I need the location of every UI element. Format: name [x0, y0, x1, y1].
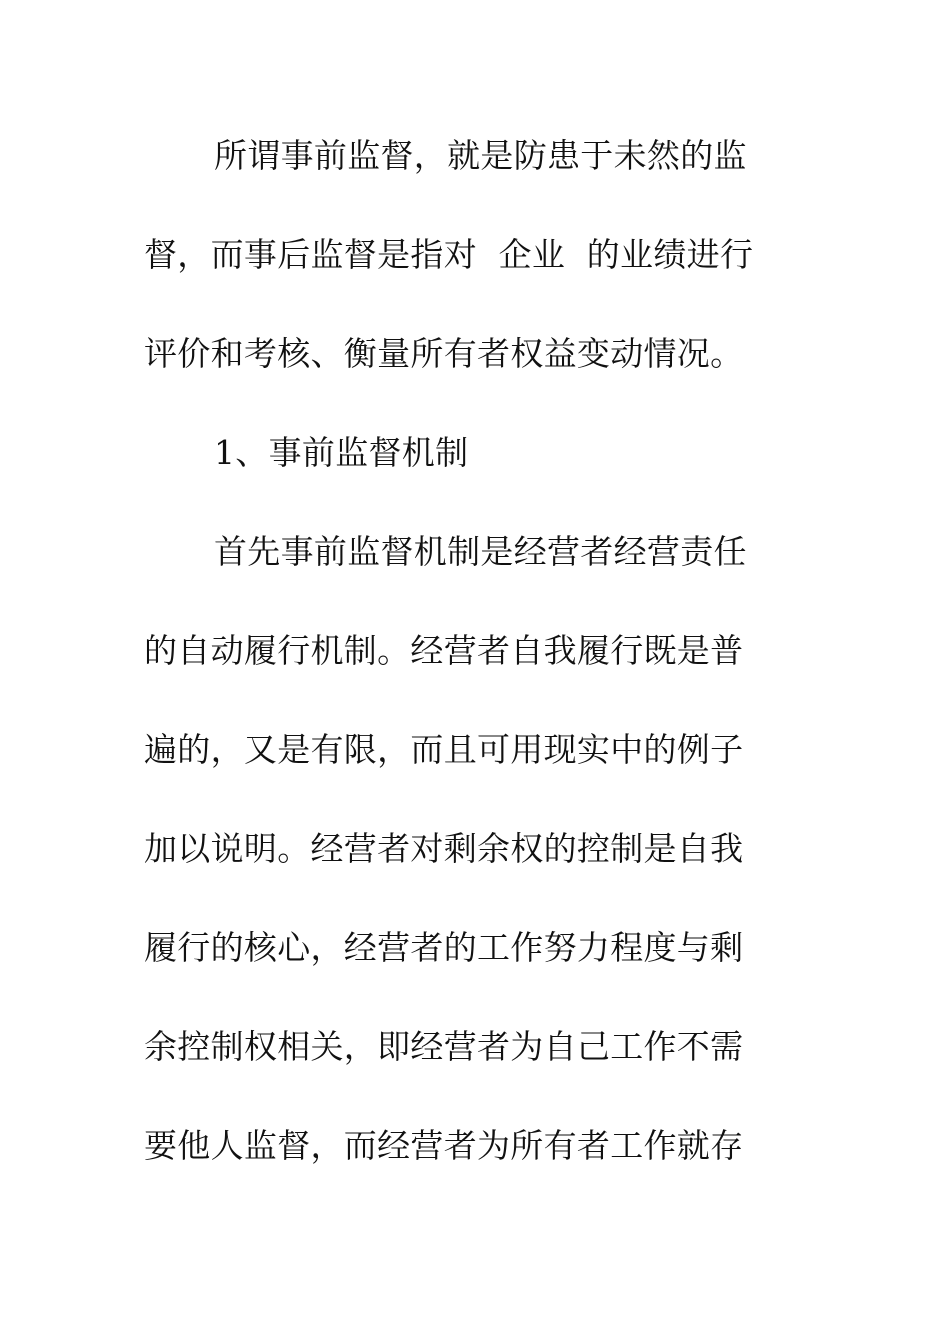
paragraph-line: 的自动履行机制。经营者自我履行既是普	[144, 631, 744, 670]
paragraph-line: 评价和考核、衡量所有者权益变动情况。	[144, 334, 744, 373]
paragraph-line: 遍的，又是有限，而且可用现实中的例子	[144, 730, 744, 769]
paragraph-line: 首先事前监督机制是经营者经营责任	[214, 532, 747, 571]
paragraph-line: 余控制权相关，即经营者为自己工作不需	[144, 1027, 744, 1066]
document-body	[144, 124, 784, 1213]
paragraph-line: 要他人监督，而经营者为所有者工作就存	[144, 1126, 744, 1165]
paragraph-line: 加以说明。经营者对剩余权的控制是自我	[144, 829, 744, 868]
paragraph-line: 履行的核心，经营者的工作努力程度与剩	[144, 928, 744, 967]
paragraph-line: 督，而事后监督是指对 企业 的业绩进行	[144, 235, 754, 274]
section-heading: 1、事前监督机制	[214, 433, 469, 472]
paragraph-line: 所谓事前监督，就是防患于未然的监	[214, 136, 747, 175]
